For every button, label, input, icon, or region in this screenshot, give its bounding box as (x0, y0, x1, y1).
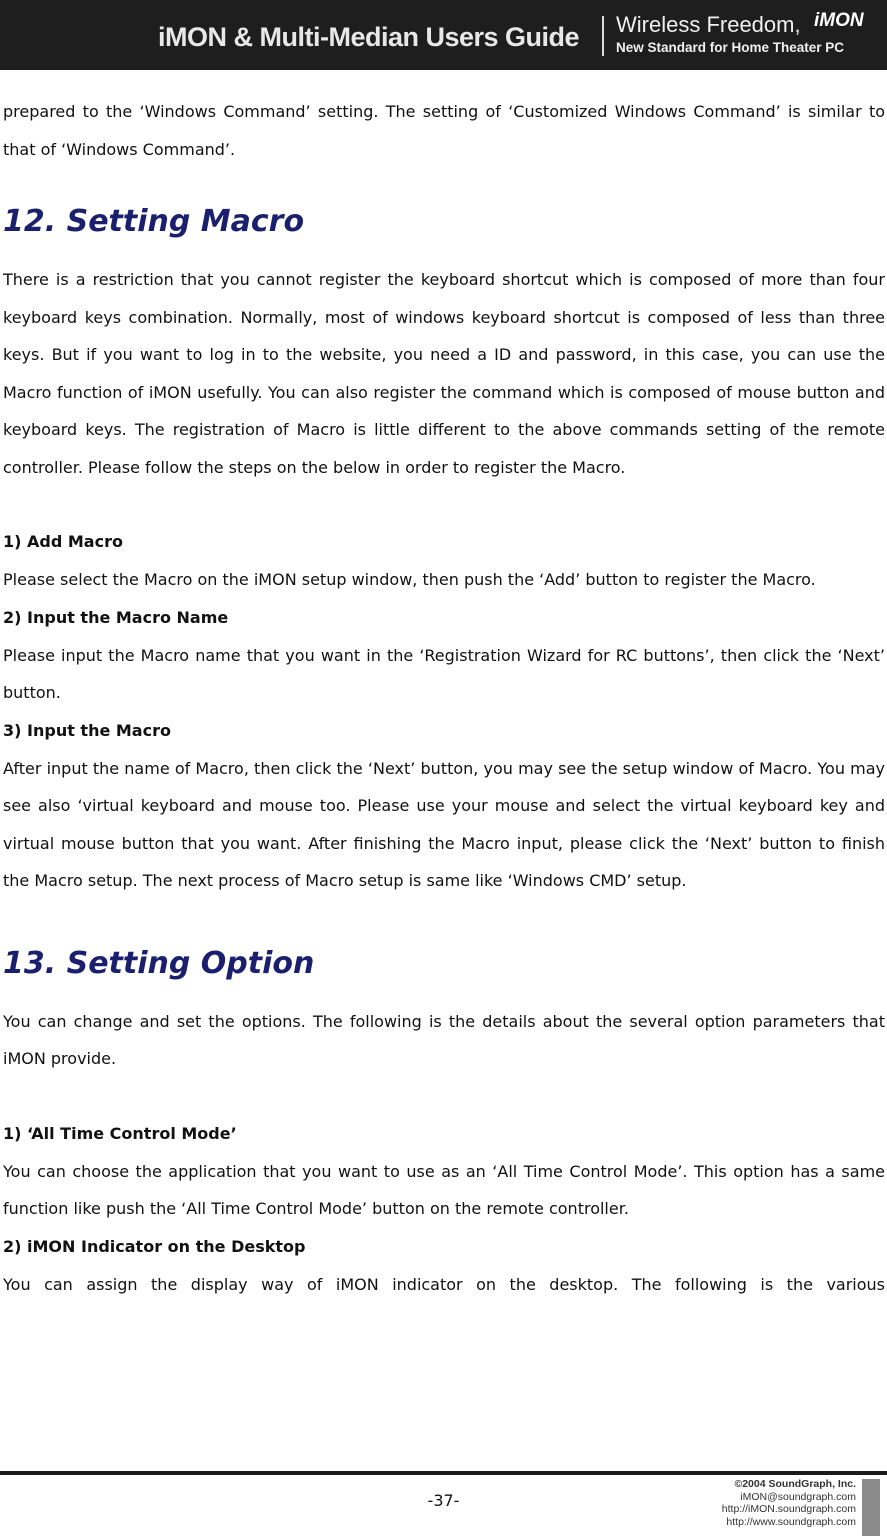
option-indicator-title: 2) iMON Indicator on the Desktop (3, 1236, 306, 1256)
footer-side-bar (862, 1479, 880, 1536)
section-12-body: There is a restriction that you cannot register the keyboard shortcut which is composed of more than four keyboard keys combination. Normally, most of windows keyboard shortcut is composed of less than three keys. But if you want to log in to the website, you need a ID and password, in this case, you can use the Macro function of iMON usefully. You can also register the command which is composed of mouse button and keyboard keys. The registration of Macro is little different to the above commands setting of the remote controller. Please follow the steps on the below in order to register the Macro. (3, 270, 885, 477)
guide-title: iMON & Multi-Median Users Guide (158, 22, 580, 52)
step-input-macro-title: 3) Input the Macro (3, 720, 171, 740)
header-divider (602, 16, 604, 56)
intro-paragraph: prepared to the ‘Windows Command’ setting. The setting of ‘Customized Windows Command’ is similar to that of ‘Windows Command’. (3, 102, 885, 159)
footer-rule (0, 1471, 887, 1475)
header-brand: Wireless Freedom, (616, 12, 801, 37)
section-12-heading: 12. Setting Macro (3, 204, 305, 239)
page-number: -37- (427, 1491, 460, 1510)
section-13-heading: 13. Setting Option (3, 945, 315, 981)
footer-email: iMON@soundgraph.com (740, 1490, 856, 1503)
step-input-macro-text: After input the name of Macro, then click the ‘Next’ button, you may see the setup window of Macro. You may see also ‘virtual keyboard and mouse too. Please use your mouse and select the virtual keyboard key and virtual mouse button that you want. After finishing the Macro input, please click the ‘Next’ button to finish the Macro setup. The next process of Macro setup is same like ‘Windows CMD’ setup. (3, 758, 885, 890)
option-indicator-text: You can assign the display way of iMON indicator on the desktop. The following is the various (3, 1274, 885, 1294)
option-all-time-text: You can choose the application that you want to use as an ‘All Time Control Mode’. This option has a same function like push the ‘All Time Control Mode’ button on the remote controller. (3, 1161, 885, 1218)
footer-contact (706, 1478, 856, 1528)
footer-company: ©2004 SoundGraph, Inc. (734, 1478, 856, 1490)
option-all-time-title: 1) ‘All Time Control Mode’ (3, 1123, 237, 1143)
header-subtitle: New Standard for Home Theater PC (616, 40, 845, 55)
section-13-body: You can change and set the options. The following is the details about the several option parameters that iMON provide. (3, 1011, 885, 1068)
page-header (0, 0, 887, 70)
step-add-macro-title: 1) Add Macro (3, 532, 123, 551)
footer-url-soundgraph: http://www.soundgraph.com (726, 1515, 856, 1528)
step-add-macro-text: Please select the Macro on the iMON setup window, then push the ‘Add’ button to register the Macro. (3, 570, 816, 589)
step-input-name-text: Please input the Macro name that you want in the ‘Registration Wizard for RC buttons’, then click the ‘Next’ button. (3, 645, 885, 702)
page-content (3, 93, 885, 1303)
step-input-name-title: 2) Input the Macro Name (3, 607, 229, 627)
imon-logo: iMON (814, 10, 864, 31)
footer-url-imon: http://iMON.soundgraph.com (721, 1503, 856, 1515)
